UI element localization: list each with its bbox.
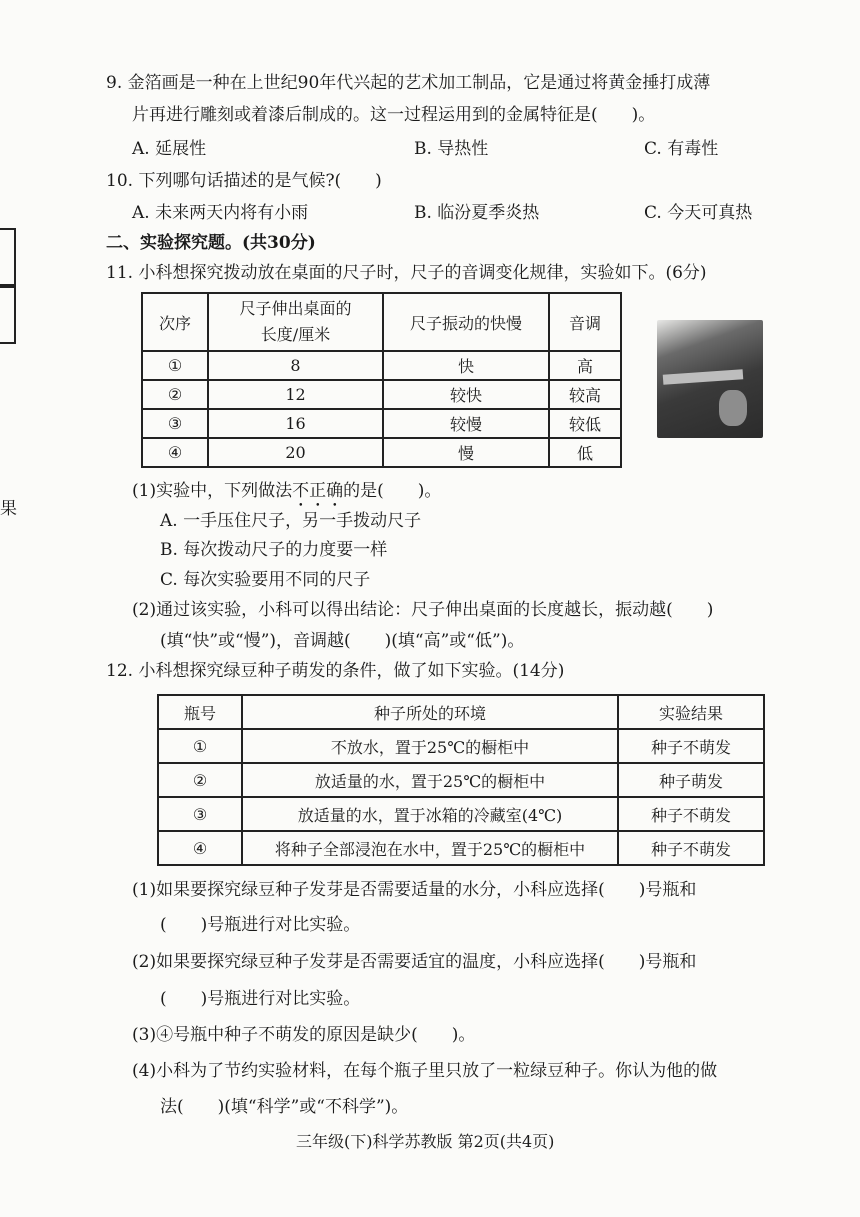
- q11-sub1: [132, 480, 441, 511]
- q12-sub3: (3)④号瓶中种子不萌发的原因是缺少( )。: [132, 1025, 476, 1045]
- margin-box-top: [0, 228, 16, 288]
- table-cell: ②: [142, 380, 208, 409]
- section-heading: 二、实验探究题。(共30分): [106, 233, 316, 253]
- q12-header-result: 实验结果: [618, 695, 764, 729]
- q10-stem: 10. 下列哪句话描述的是气候?( ): [106, 171, 382, 191]
- q12-header-environment: 种子所处的环境: [242, 695, 618, 729]
- table-row: [142, 380, 621, 409]
- table-cell: 慢: [383, 438, 549, 467]
- table-cell: 种子不萌发: [618, 831, 764, 865]
- table-cell: 较高: [549, 380, 621, 409]
- q9-line1: 9. 金箔画是一种在上世纪90年代兴起的艺术加工制品，它是通过将黄金捶打成薄: [106, 73, 711, 93]
- table-row: [142, 351, 621, 380]
- hand-shape: [719, 390, 747, 426]
- q12-sub4-line2: 法( )(填“科学”或“不科学”)。: [160, 1097, 409, 1117]
- q12-sub2-line2: ( )号瓶进行对比实验。: [160, 989, 361, 1009]
- table-cell: 20: [208, 438, 383, 467]
- q11-header-length: [208, 293, 383, 351]
- table-cell: 8: [208, 351, 383, 380]
- table-cell: ①: [158, 729, 242, 763]
- page-footer: 三年级(下)科学苏教版 第2页(共4页): [296, 1132, 555, 1151]
- table-cell: 高: [549, 351, 621, 380]
- table-cell: 16: [208, 409, 383, 438]
- q11-sub1-option-b: B. 每次拨动尺子的力度要一样: [160, 540, 388, 560]
- q9-option-c: C. 有毒性: [644, 139, 719, 159]
- margin-box-bottom: [0, 284, 16, 344]
- q11-sub1-option-a: A. 一手压住尺子，另一手拨动尺子: [160, 511, 422, 531]
- q11-header-pitch: 音调: [549, 293, 621, 351]
- ruler-experiment-photo: [657, 320, 763, 438]
- table-cell: 种子不萌发: [618, 729, 764, 763]
- q9-option-b: B. 导热性: [414, 139, 489, 159]
- q11-sub1-emphasis: 不正确: [292, 481, 344, 501]
- q11-sub1-post: 的是( )。: [343, 481, 442, 501]
- table-cell: 不放水，置于25℃的橱柜中: [242, 729, 618, 763]
- table-cell: ①: [142, 351, 208, 380]
- table-cell: 低: [549, 438, 621, 467]
- table-cell: 较慢: [383, 409, 549, 438]
- table-row: [158, 797, 764, 831]
- q11-sub2-line1: (2)通过该实验，小科可以得出结论：尺子伸出桌面的长度越长，振动越( ): [132, 600, 714, 620]
- q11-header-length-line2: 长度/厘米: [260, 325, 331, 344]
- q10-option-b: B. 临汾夏季炎热: [414, 203, 540, 223]
- table-cell: 12: [208, 380, 383, 409]
- q11-header-order: 次序: [142, 293, 208, 351]
- table-cell: 较低: [549, 409, 621, 438]
- ruler-shape: [663, 369, 744, 385]
- q11-table: [141, 292, 622, 468]
- margin-character: 果: [0, 499, 17, 519]
- table-row: [158, 763, 764, 797]
- table-cell: 快: [383, 351, 549, 380]
- q11-sub1-pre: (1)实验中，下列做法: [132, 481, 293, 501]
- q12-stem: 12. 小科想探究绿豆种子萌发的条件，做了如下实验。(14分): [106, 661, 565, 681]
- table-cell: 放适量的水，置于25℃的橱柜中: [242, 763, 618, 797]
- table-cell: ③: [158, 797, 242, 831]
- table-row: [142, 409, 621, 438]
- q11-stem: 11. 小科想探究拨动放在桌面的尺子时，尺子的音调变化规律，实验如下。(6分): [106, 263, 707, 283]
- q9-line2: 片再进行雕刻或着漆后制成的。这一过程运用到的金属特征是( )。: [132, 105, 656, 125]
- table-row: [142, 438, 621, 467]
- table-cell: ④: [142, 438, 208, 467]
- table-row: [158, 831, 764, 865]
- table-cell: 种子萌发: [618, 763, 764, 797]
- q10-option-a: A. 未来两天内将有小雨: [132, 203, 309, 223]
- q11-header-speed: 尺子振动的快慢: [383, 293, 549, 351]
- q11-header-length-line1: 尺子伸出桌面的: [239, 299, 352, 318]
- q10-option-c: C. 今天可真热: [644, 203, 753, 223]
- table-row: [158, 729, 764, 763]
- table-cell: ③: [142, 409, 208, 438]
- q11-sub1-option-c: C. 每次实验要用不同的尺子: [160, 570, 371, 590]
- table-cell: 较快: [383, 380, 549, 409]
- q12-sub4-line1: (4)小科为了节约实验材料，在每个瓶子里只放了一粒绿豆种子。你认为他的做: [132, 1061, 718, 1081]
- q9-option-a: A. 延展性: [132, 139, 207, 159]
- q12-table: [157, 694, 765, 866]
- table-cell: 种子不萌发: [618, 797, 764, 831]
- table-cell: 放适量的水，置于冰箱的冷藏室(4℃): [242, 797, 618, 831]
- q11-sub2-line2: (填“快”或“慢”)，音调越( )(填“高”或“低”)。: [160, 631, 525, 651]
- q12-sub1-line2: ( )号瓶进行对比实验。: [160, 915, 361, 935]
- table-cell: ②: [158, 763, 242, 797]
- q12-sub2-line1: (2)如果要探究绿豆种子发芽是否需要适宜的温度，小科应选择( )号瓶和: [132, 952, 697, 972]
- q12-sub1-line1: (1)如果要探究绿豆种子发芽是否需要适量的水分，小科应选择( )号瓶和: [132, 880, 697, 900]
- table-cell: ④: [158, 831, 242, 865]
- q12-header-bottle: 瓶号: [158, 695, 242, 729]
- table-cell: 将种子全部浸泡在水中，置于25℃的橱柜中: [242, 831, 618, 865]
